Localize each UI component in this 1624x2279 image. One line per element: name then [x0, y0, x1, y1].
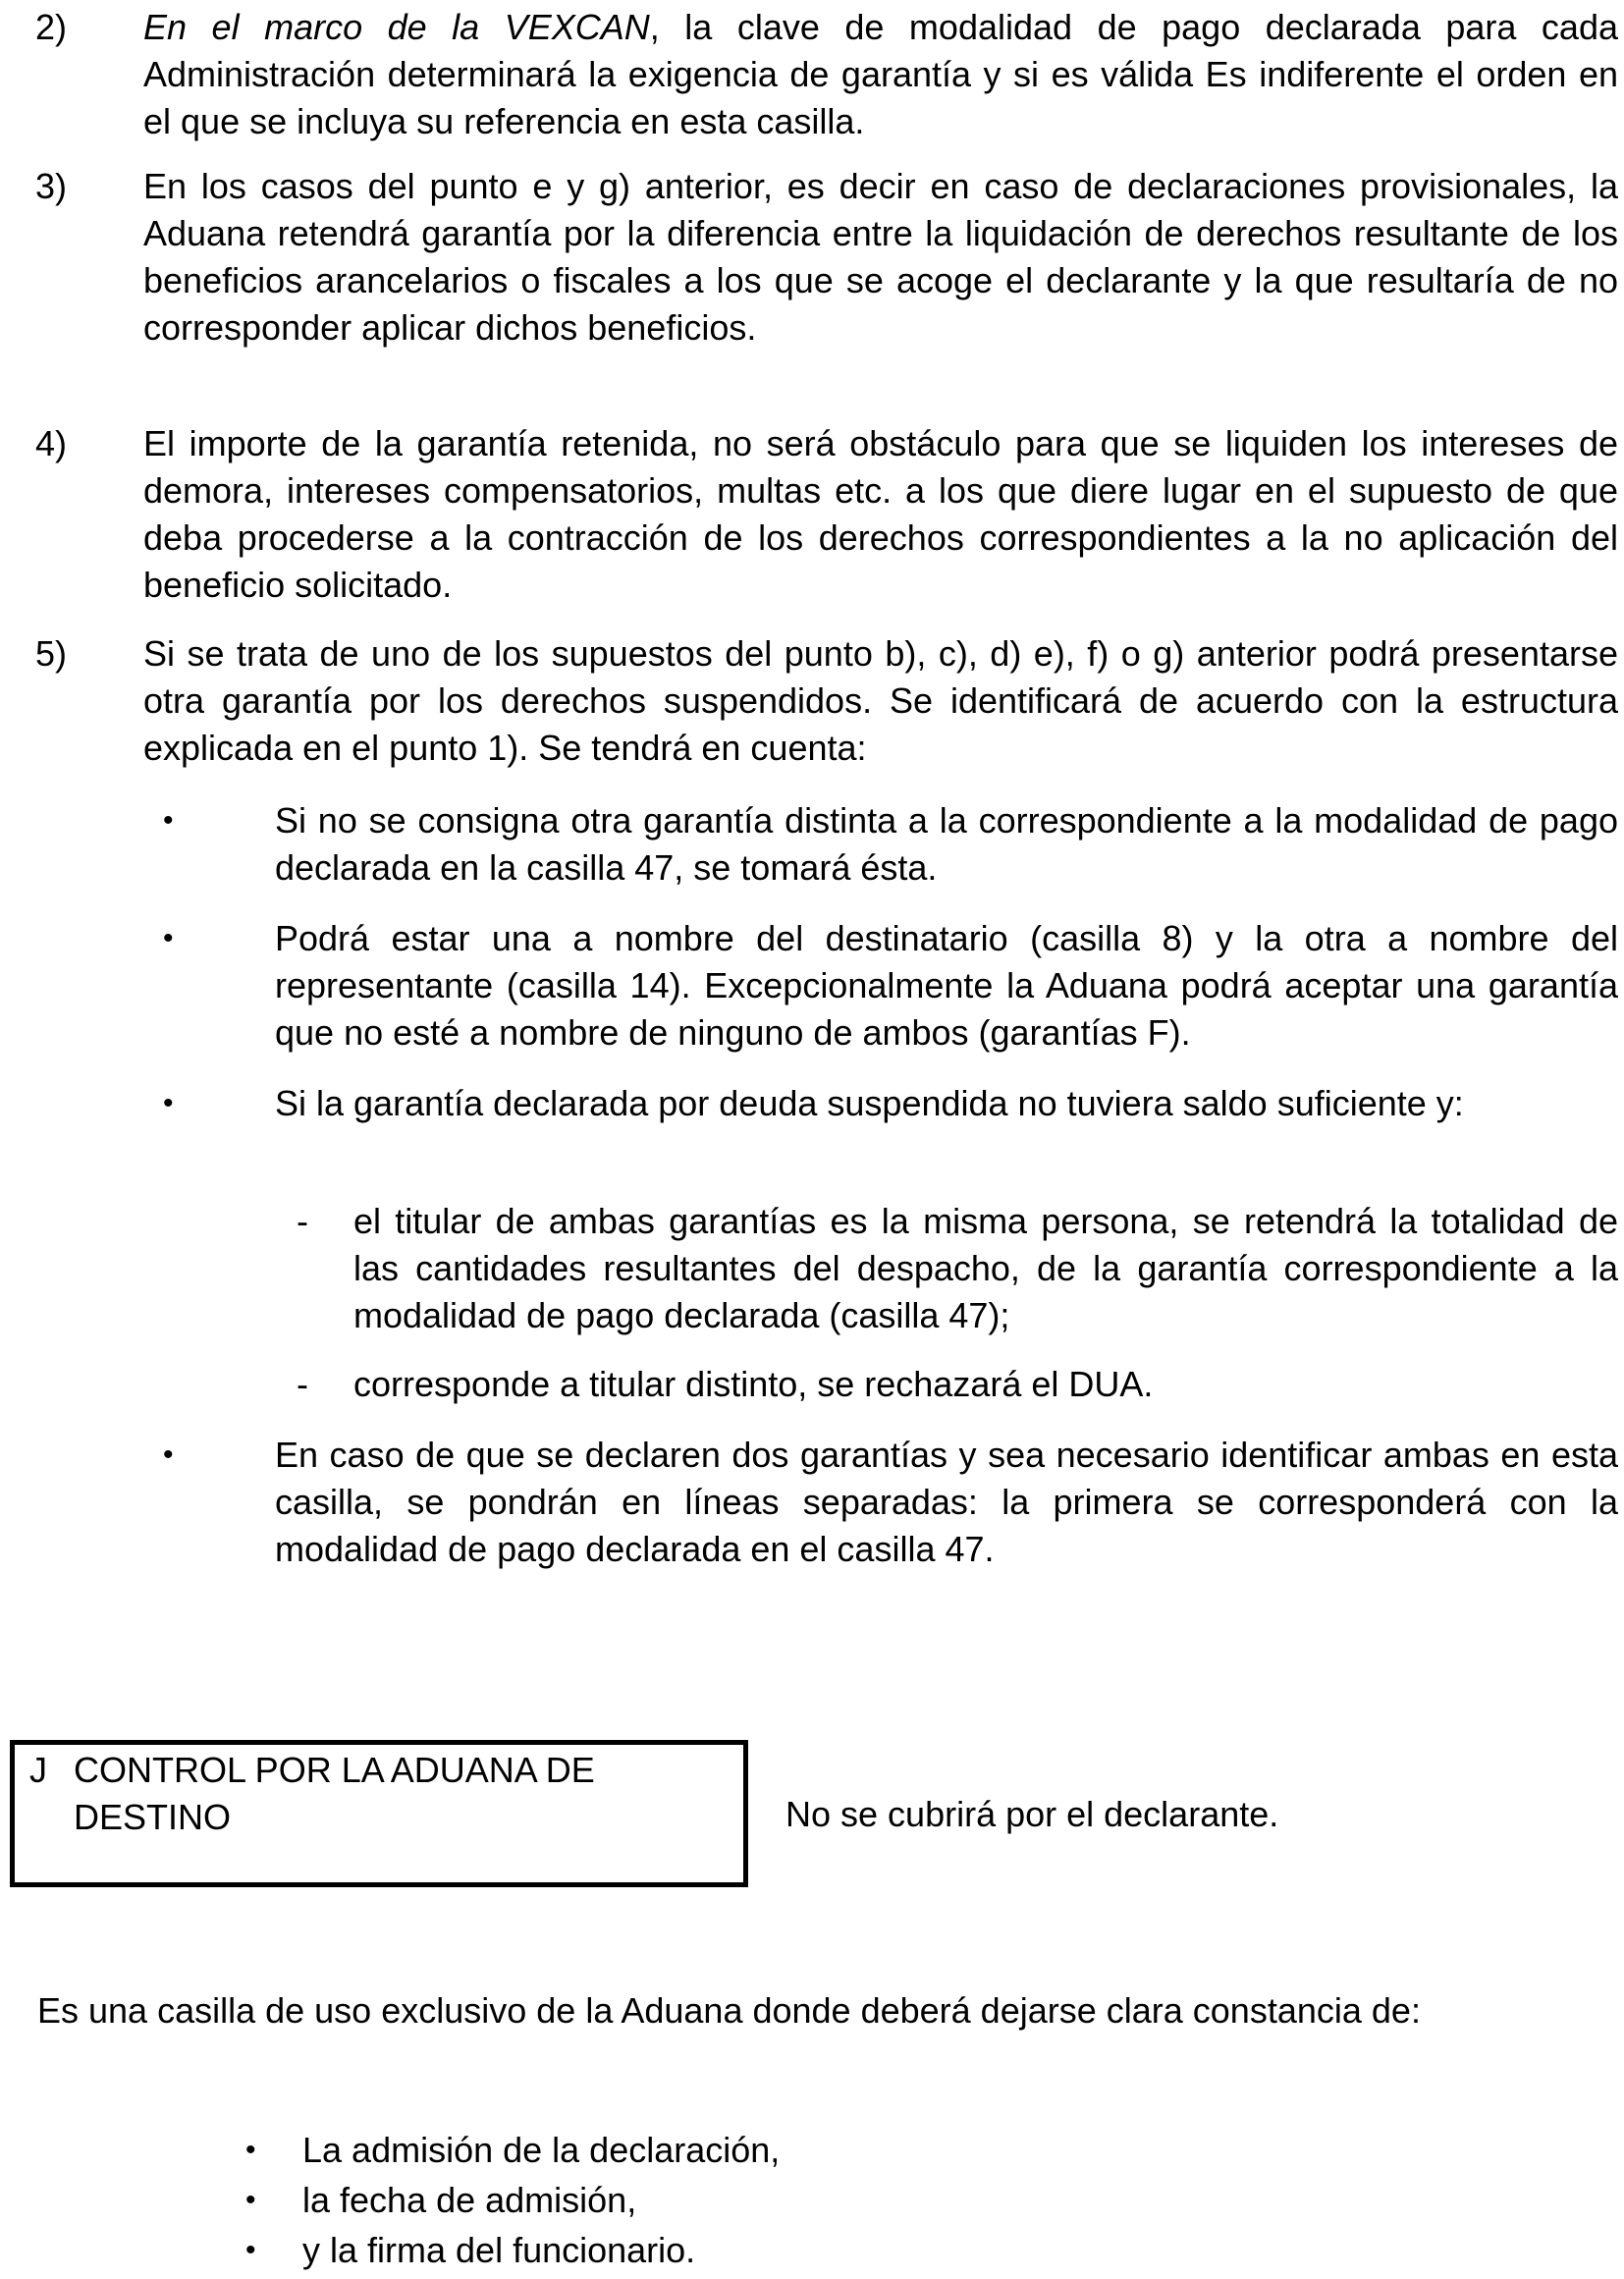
numbered-item-2 [35, 4, 1618, 145]
admission-list [245, 2125, 780, 2275]
intro-paragraph: Es una casilla de uso exclusivo de la Aduana donde deberá dejarse clara constancia de: [37, 1990, 1421, 2031]
box-letter: J [29, 1750, 47, 1790]
item-text: El importe de la garantía retenida, no será obstáculo para que se liquiden los intereses de demora, intereses compensatorios, multas etc. a los que diere lugar en el supuesto de que deba procederse a la contracción de los derechos correspondientes a la no aplicación del beneficio solicitado. [143, 423, 1618, 605]
bullet-marker: • [163, 1438, 174, 1471]
list-item: • la fecha de admisión, [245, 2175, 780, 2225]
item-number: 2) [35, 7, 68, 47]
dash-text: el titular de ambas garantías es la misma persona, se retendrá la totalidad de las cantidades resultantes del despacho, de la garantía correspondiente a la modalidad de pago declarada (casilla 47); [353, 1201, 1618, 1335]
item-text: En el marco de la VEXCAN, la clave de modalidad de pago declarada para cada Administración determinará la exigencia de garantía y si es válida Es indiferente el orden en el que se incluya su referencia en esta casilla. [143, 7, 1618, 141]
bullet-text: Si la garantía declarada por deuda suspendida no tuviera saldo suficiente y: [275, 1083, 1464, 1123]
bullet-item [163, 915, 1618, 1057]
bullet-item [163, 1080, 1618, 1127]
bullet-text: En caso de que se declaren dos garantías y sea necesario identificar ambas en esta casilla, se pondrán en líneas separadas: la primera se corresponderá con la modalidad de pago declarada en el casilla 47. [275, 1435, 1618, 1569]
bullet-item [163, 1432, 1618, 1573]
item-text: En los casos del punto e y g) anterior, es decir en caso de declaraciones provisionales, la Aduana retendrá garantía por la diferencia entre la liquidación de derechos resultante de los beneficios arancelarios o fiscales a los que se acoge el declarante y la que resultaría de no corresponder aplicar dichos beneficios. [143, 166, 1618, 348]
item-number: 5) [35, 633, 68, 674]
numbered-item-4 [35, 420, 1618, 609]
numbered-item-3 [35, 163, 1618, 352]
bullet-marker: • [245, 2134, 256, 2166]
bullet-marker: • [163, 1087, 174, 1119]
bullet-marker: • [245, 2234, 256, 2266]
dash-marker: - [297, 1201, 308, 1241]
item-number: 3) [35, 166, 68, 206]
item-number: 4) [35, 423, 68, 463]
numbered-item-5 [35, 630, 1618, 772]
box-title: CONTROL POR LA ADUANA DE DESTINO [74, 1750, 595, 1837]
item-emphasis: En el marco de la VEXCAN [143, 7, 650, 47]
bullet-marker: • [163, 804, 174, 837]
dash-marker: - [297, 1364, 308, 1404]
list-item: • La admisión de la declaración, [245, 2125, 780, 2175]
bullet-item [163, 797, 1618, 892]
bullet-marker: • [245, 2184, 256, 2216]
bullet-text: Si no se consigna otra garantía distinta a la correspondiente a la modalidad de pago declarada en la casilla 47, se tomará ésta. [275, 800, 1618, 888]
list-item: • y la firma del funcionario. [245, 2225, 780, 2275]
item-text: Si se trata de uno de los supuestos del punto b), c), d) e), f) o g) anterior podrá presentarse otra garantía por los derechos suspendidos. Se identificará de acuerdo con la estructura explicada en el punto 1). Se tendrá en cuenta: [143, 633, 1618, 768]
box-note: No se cubrirá por el declarante. [785, 1794, 1279, 1834]
bullet-marker: • [163, 922, 174, 954]
bullet-text: Podrá estar una a nombre del destinatario (casilla 8) y la otra a nombre del representante (casilla 14). Excepcionalmente la Aduana podrá aceptar una garantía que no esté a nombre de ninguno de ambos (garantías F). [275, 918, 1618, 1053]
dash-item [297, 1361, 1618, 1408]
dash-item [297, 1198, 1618, 1339]
box-j [10, 1740, 748, 1887]
dash-text: corresponde a titular distinto, se rechazará el DUA. [353, 1364, 1154, 1404]
